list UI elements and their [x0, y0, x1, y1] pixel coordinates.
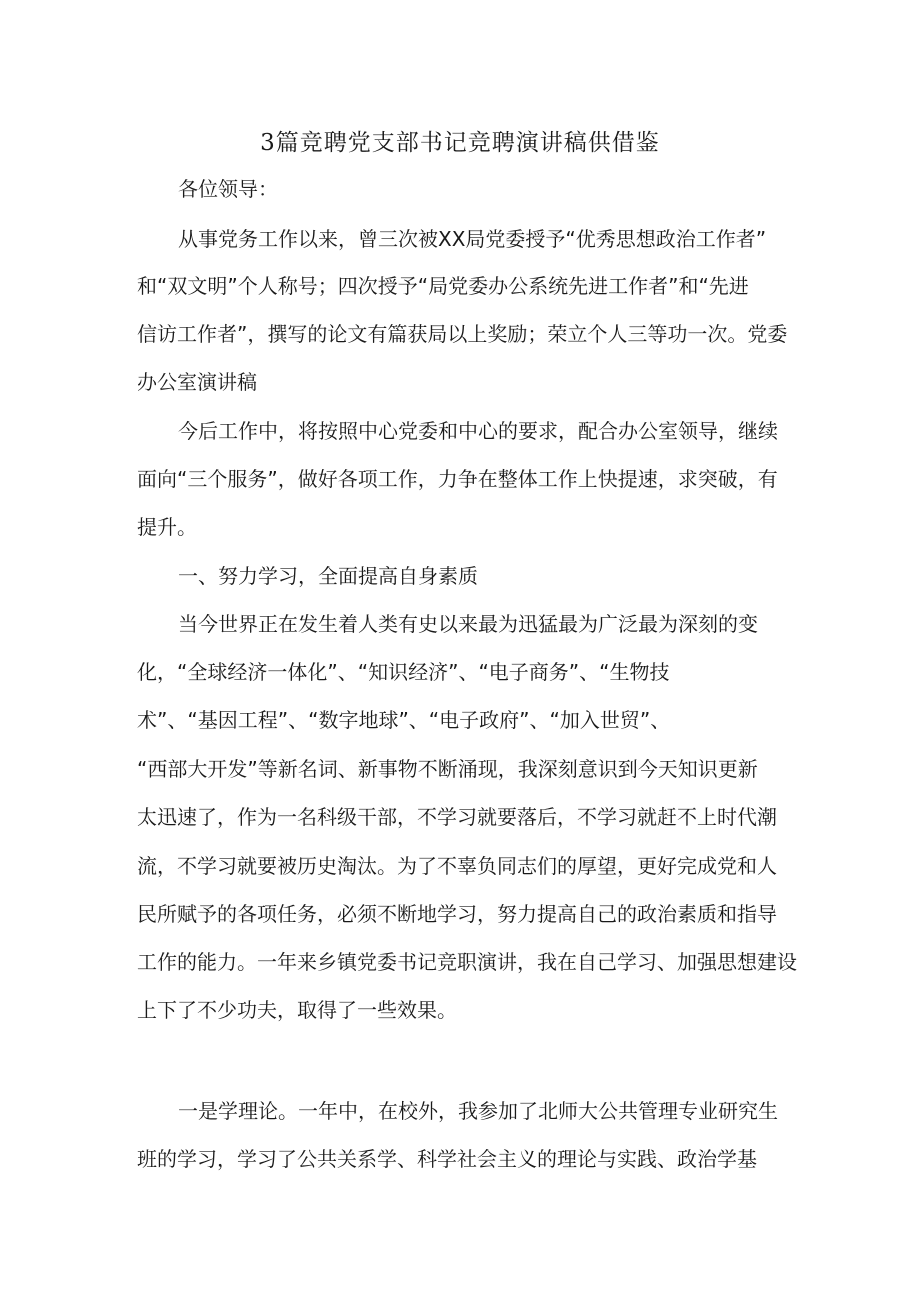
- paragraph-line: 从事党务工作以来，曾三次被XX局党委授予“优秀思想政治工作者”: [178, 227, 767, 251]
- paragraph-line: 和“双文明”个人称号；四次授予“局党委办公系统先进工作者”和“先进: [137, 274, 749, 298]
- paragraph-line: 信访工作者”，撰写的论文有篇获局以上奖励；荣立个人三等功一次。党委: [137, 322, 788, 346]
- paragraph-line: 提升。: [137, 515, 197, 539]
- paragraph-line: 上下了不少功夫，取得了一些效果。: [137, 998, 457, 1022]
- section-heading: 一、努力学习，全面提高自身素质: [178, 564, 478, 588]
- paragraph-line: 当今世界正在发生着人类有史以来最为迅猛最为广泛最为深刻的变: [178, 612, 758, 636]
- paragraph-line: 一是学理论。一年中，在校外，我参加了北师大公共管理专业研究生: [178, 1099, 778, 1123]
- paragraph-line: 太迅速了，作为一名科级干部，不学习就要落后，不学习就赶不上时代潮: [137, 805, 777, 829]
- paragraph-line: 流，不学习就要被历史淘汰。为了不辜负同志们的厚望，更好完成党和人: [137, 854, 777, 878]
- paragraph-line: 工作的能力。一年来乡镇党委书记竞职演讲，我在自己学习、加强思想建设: [137, 950, 797, 974]
- paragraph-line: 办公室演讲稿: [137, 370, 257, 394]
- paragraph-line: 化，“全球经济一体化”、“知识经济”、“电子商务”、“生物技: [137, 660, 670, 684]
- document-title: 3篇竞聘党支部书记竞聘演讲稿供借鉴: [260, 130, 660, 156]
- salutation: 各位领导：: [178, 177, 278, 201]
- paragraph-line: 今后工作中，将按照中心党委和中心的要求，配合办公室领导，继续: [178, 419, 778, 443]
- paragraph-line: 班的学习，学习了公共关系学、科学社会主义的理论与实践、政治学基: [137, 1147, 757, 1171]
- paragraph-line: 民所赋予的各项任务，必须不断地学习，努力提高自己的政治素质和指导: [137, 902, 777, 926]
- paragraph-line: “西部大开发”等新名词、新事物不断涌现，我深刻意识到今天知识更新: [137, 757, 758, 781]
- paragraph-line: 面向“三个服务”，做好各项工作，力争在整体工作上快提速，求突破，有: [137, 467, 778, 491]
- paragraph-line: 术”、“基因工程”、“数字地球”、“电子政府”、“加入世贸”、: [137, 708, 671, 732]
